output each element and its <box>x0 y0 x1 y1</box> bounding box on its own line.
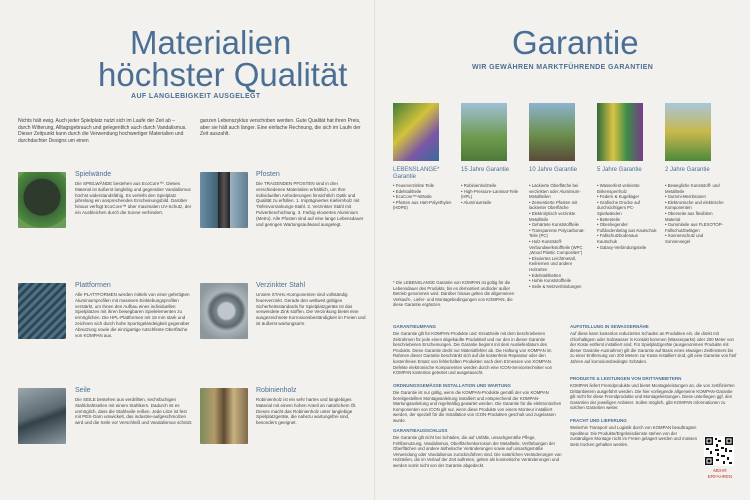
list-item: • Grafische Drucke auf durchsichtigem PC-Spielwänden <box>597 200 659 217</box>
feature-body-pfosten: Die TRAGENDEN PFOSTEN sind in drei verschiedenen Materialien erhältlich, um Ihre individuellen Anforderungen hinsichtlich Optik und Qualität zu erfüllen. 1. Imprägniertes Kiefernholz mit Tiefenvorrankungs-Stahl. 2. Verzinkter Stahl mit Pulverbeschichtung. 3. Farbig eloxiertes Aluminium (Metro). Alle Pfosten sind auf eine lange Lebensdauer und geringen Wartungsaufwand ausgelegt. <box>256 181 364 227</box>
section-body-umfang: Die Garantie gilt für KOMPAN-Produkte und -Ersatzteile mit dem beschriebenen Zeitrahmen für jede einen abgekaufte Produktteil und nur den in dieser Garantie beschriebenen Erscheinungen. Die Garantie beginnt mit dem Auslieferdatum des Produkts. Diese Garantie deckt nur Materialfehler ab. Die Haftung von KOMPAN im Rahmen dieser Garantie beschränkt sich auf die kostenfreie Reparatur oder den kostenfreien Ersatz von fehlerhaften Produkten nach dem Ermessen von KOMPAN. Defekte elektronische Komponenten werden durch eine ICON-Servicetechniker von KOMPAN kostenlos getestet und ausgetauscht. <box>393 331 553 376</box>
list-item: • Edelstahlketten <box>529 273 591 279</box>
list-item: • Gummiteile aus FLEXOTOP-Fallschutzbelägen <box>665 222 727 233</box>
list-item: • Federn & Kugellager <box>597 194 659 200</box>
list-item: • Robinienholzteile <box>461 183 523 189</box>
section-head-ausschluss: GARANTIEAUSSCHLUSS <box>393 428 448 433</box>
section-head-seewasser: AUFSTELLUNG IN SEWASSERNÄHE <box>570 324 649 329</box>
list-item: • Elektronische und elektrische Komponenten <box>665 200 727 211</box>
section-head-drittanbieter: PRODUKTE & LEISTUNGEN VON DRITTANBIETERN <box>570 376 682 381</box>
page-spine <box>374 0 376 500</box>
left-title-line2: höchster Qualität <box>98 56 348 93</box>
guarantee-photo-15 <box>461 103 507 161</box>
list-item: • Sonnenschutz und Sonnensegel <box>665 233 727 244</box>
intro-text-1: Nichts hält ewig. Auch jeder Spielplatz nutzt sich im Laufe der Zeit ab – durch Witterung, Alltagsgebrauch und gelegentlich auch durch Vandalismus. Dieser Zeitpunkt kann durch die Verwendung hochwertiger Materialien und durchdachter Designs um einen <box>18 118 187 144</box>
list-item: • Gehärtete Kunststoffteile <box>529 222 591 228</box>
qr-label[interactable]: MEHR ERFAHREN <box>707 468 733 479</box>
list-item: • Fallschutzbodenaus Kautschuk <box>597 233 659 244</box>
feature-body-seile: Die SEILE bestehen aus verdrillten, sechsfachigen Stahldrahtseilen mit einem Stahlkern. Dadurch ist es unmöglich, dass die Stahlseile reißen. Jede Litze ist fest mit PES-Garn umwickelt, das industrie-aufgeschmolzen wird und die Seile vor Verschleiß und Vandalismus schützt. <box>75 397 193 426</box>
feature-title-plattformen: Plattformen <box>75 282 111 289</box>
guarantee-list-lifetime <box>393 183 455 211</box>
list-item: • Bettenteile <box>597 217 659 223</box>
right-title: Garantie <box>512 24 639 61</box>
list-item: • Eloxiertes Leichtmetall, Keilriemen und andere Holzarten <box>529 256 591 273</box>
verzinkter-stahl-photo <box>200 283 248 339</box>
feature-body-plattformen: Alle PLATTFORMEN werden mittels von einer gefertigten Aluminiumprofilen mit massiven Einklebungsprofilen verstärkt, um Ihnen den Aufbau eines individuellen Spielplatzes mit ihren bewegbaren Spielelementen zu ermöglichen. Die HPL-Plattformen mit 18 mm stark und zeichnen sich durch hohe Sportsgeländeigkeit gegenüber Abnutzung sowie die einzigartige rutschfeste Oberfläche von KOMPAN aus. <box>75 292 190 338</box>
list-item: • Lackierte Oberfläche bei verzinkten oder Aluminium-Metallteilen <box>529 183 591 200</box>
list-item: • Transparente Polycarbonat-Teile (PC) <box>529 228 591 239</box>
list-item: • Wasserfest verleimte Birkensperrholz <box>597 183 659 194</box>
section-body-ausschluss: Die Garantie gilt nicht bei Schäden, die auf Unfälle, unsachgemäße Pflege, Fehlbenutzung, Vandalismus, Oberflächenkorrosion der Metallteile, Verfärbungen der Oberflächen und andere ästhetische Veränderungen sowie auf unsachgemäße Verwendung oder Vandalismus zurückzuführen sind. Die natürlichen Veränderungen von Holzteilen, die im Verlauf der Zeit auftreten, gelten als kosmetische Veränderungen und werden somit nicht von der Garantie abgedeckt. <box>393 435 562 468</box>
section-body-drittanbieter: KOMPAN liefert Fremdprodukte und bietet Montageleistungen an, die von zertifizierten Drittanbietern ausgeführt werden. Die hier vorliegende allgemeine KOMPAN-Garantie gilt nicht für diese Fremdprodukte und Montageleistungen. Diese unterliegen ggf. den Garantien der jeweiligen Anbieter. Sollen möglich, gibt KOMPAN Informationen zu solchen Garantien weiter. <box>570 383 735 411</box>
intro-text-2: ganzen Lebenszyklus verschoben werden. Gute Qualität hat ihren Preis, aber sie hält auch länger. Eine einfache Rechnung, die sich im Laufe der Zeit auszahlt. <box>200 118 361 137</box>
plattformen-photo <box>18 283 66 339</box>
qr-code[interactable] <box>704 436 734 466</box>
left-title-line1: Materialien <box>130 24 292 61</box>
list-item: • Hohle Kunststoffteile <box>529 278 591 284</box>
feature-body-robinienholz: Robinienholz ist ein sehr hartes und langlebiges Material mit einem hohen Anteil an natürlichem Öl. Dieses macht das Robinienholz unter langlebige Spielplatzgeräte, die nahezu wartungsfrei sind, besonders geeignet. <box>256 397 357 426</box>
post-shape <box>218 172 230 228</box>
list-item: • Pfosten aus Hart-Polyethylen (HDPE) <box>393 200 455 211</box>
guarantee-photo-2 <box>665 103 711 161</box>
list-item: • High-Pressure-Laminat-Teile (HPL) <box>461 189 523 200</box>
guarantee-title-15: 15 Jahre Garantie <box>461 167 510 173</box>
section-head-fracht: FRACHT UND LIEFERUNG <box>570 418 627 423</box>
guarantee-photo-lifetime <box>393 103 439 161</box>
guarantee-photo-5 <box>597 103 643 161</box>
right-subtitle: WIR GEWÄHREN MARKTFÜHRENDE GARANTIEN <box>472 64 654 71</box>
feature-title-seile: Seile <box>75 387 91 394</box>
robinienholz-photo <box>200 388 248 444</box>
list-item: • Holz-Kunststoff-Verbundwerkstoffteile (WPC „Wood Plastic Composites“) <box>529 239 591 256</box>
feature-body-spielwaende: Die SPIELWÄNDE bestehen aus EcoCore™. Dieses Material ist äußerst langlebig und gegenüber Vandalismus höchst widerstandsfähig. Es verleiht den Spielplatz jahrelang ein ansprechendes Erscheinungsbild. Darüber hinaus verfügt EcoCore™ über maximalen UV-Schutz, der ein Ausbleichen durch die Sonne verhindert. <box>75 181 192 215</box>
guarantee-title-2: 2 Jahre Garantie <box>665 167 710 173</box>
guarantee-list-5 <box>597 183 659 250</box>
section-body-installation: Die Garantie ist nur gültig, wenn die KOMPAN-Produkte gemäß der von KOMPAN bereitgestellten Montageanleitung installiert und entsprechend der KOMPAN-Wartungsanleitung und regelmäßig gewartet werden. Die Garantie für die elektronischen Komponenten von ICON gilt nur, wenn diese Produkte von einem Monteur installiert werden, der speziell für die Installation von ICON-Produkten geschult und zugelassen wurde. <box>393 390 562 423</box>
section-body-fracht: Weiterhin Transport und Logistik durch von KOMPAN beauftragten Spediteur. Die Produkte/Ergebnisdienste stehen von der zuständigen Montage nicht im Freien gelagert werden und müssen stets trocken gehalten werden. <box>570 425 698 447</box>
list-item: • EcoCore™-Wände <box>393 194 455 200</box>
section-head-umfang: GARANTIEUMFANG <box>393 324 436 329</box>
guarantee-list-2 <box>665 183 727 245</box>
seile-photo <box>18 388 66 444</box>
list-item: • Oberseite aus flexiblem Material <box>665 211 727 222</box>
list-item: • Feuerverzinkte Teile <box>393 183 455 189</box>
feature-title-pfosten: Pfosten <box>256 171 280 178</box>
guarantee-photo-10 <box>529 103 575 161</box>
lifetime-footnote: * Die LEBENSLANGE Garantie von KOMPAN ist gültig für die Lebensdauer des Produkts, bis es demontiert und/oder außer Betrieb genommen wird. Darüber hinaus gelten die allgemeinen Verkaufs-, Liefer- und Montagebedingungen von KOMPAN, die diese Garantie ergänzen. <box>393 280 515 308</box>
spielwaende-photo <box>18 172 66 228</box>
feature-title-spielwaende: Spielwände <box>75 171 112 178</box>
left-subtitle: AUF LANGLEBIGKEIT AUSGELEGT <box>131 93 261 100</box>
list-item: • Elektrolytisch verzinkte Metallteile <box>529 211 591 222</box>
list-item: • Galaxy-Verbindungsteile <box>597 245 659 251</box>
list-item: • Gummi-Membranen <box>665 194 727 200</box>
guarantee-title-10: 10 Jahre Garantie <box>529 167 578 173</box>
guarantee-title-lifetime: LEBENSLANGE* Garantie <box>393 167 440 180</box>
guarantee-list-15 <box>461 183 523 205</box>
list-item: • Seile & Netzverbindungen <box>529 284 591 290</box>
feature-title-verzinkter-stahl: Verzinkter Stahl <box>256 282 306 289</box>
list-item: • Zementierte Pfosten mit lackierter Oberfläche <box>529 200 591 211</box>
list-item: • Edelstahlteile <box>393 189 455 195</box>
section-body-seewasser: Auf diese kann kostenlos reduziertes Schaden an Produkten ein, die direkt mit chlorhaltigem oder Salzwasser in Kontakt kommen (Wasserparks) oder 200 Meter von der Küste entfernt installiert sind. Für Spielplatzgeräte (ausgenommen Produkte mit dieser Garantie-Ausnahme) gilt die Garantie auf Basis eines etwaigen Zeitfensters bis zu einer Entfernung von 200 Metern zur Küste installiert sind, gilt eine Garantie von fünf Jahren auf korrosionsbedingte Schäden. <box>570 331 737 364</box>
list-item: • Bewegliche Kunststoff- und Metallteile <box>665 183 727 194</box>
pfosten-photo <box>200 172 248 228</box>
list-item: • Aluminiumteile <box>461 200 523 206</box>
feature-title-robinienholz: Robinienholz <box>256 387 297 394</box>
guarantee-list-10 <box>529 183 591 289</box>
guarantee-title-5: 5 Jahre Garantie <box>597 167 642 173</box>
list-item: • Obenliegender Fußbodenbelag aus Kautschuk <box>597 222 659 233</box>
feature-body-verzinkter-stahl: Unsere STAHL-Komponenten sind vollständig feuerverzinkt. Gerade den weltweit gültigen Sicherheitsstandards für Spielplatzgeräte ist das verwendete Zink stoffen. Die Verzinkung bietet eine ausgezeichnete Korrosionsbeständigkeit im Freien und ist äußerst wartungsarm. <box>256 292 366 326</box>
section-head-installation: ORDNUNGSGEMÄSSE INSTALLATION UND WARTUNG <box>393 383 511 388</box>
